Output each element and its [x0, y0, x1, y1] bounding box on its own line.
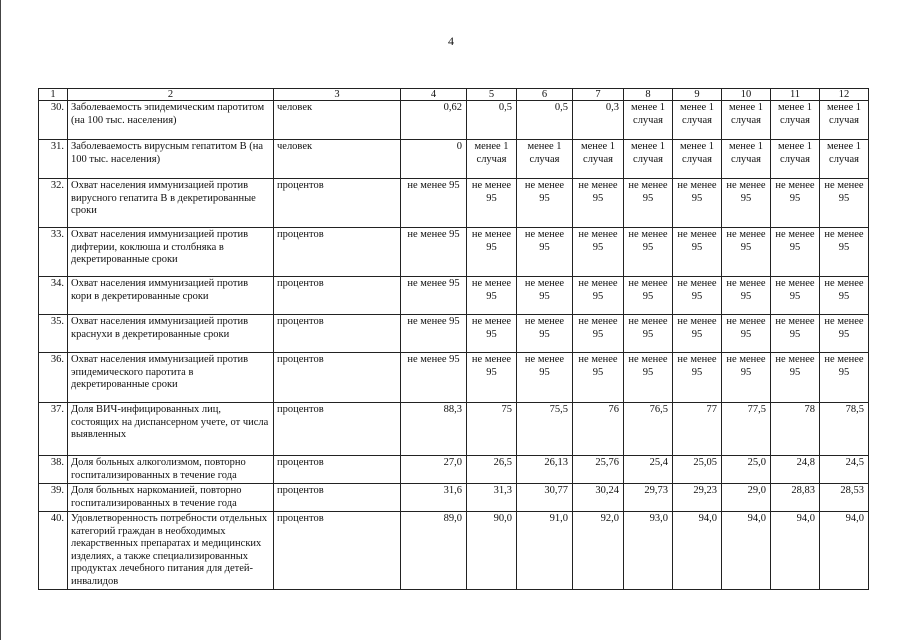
row-number: 33. — [39, 228, 68, 277]
indicator-value: 0,5 — [517, 101, 573, 140]
indicator-value: не менее 95 — [624, 315, 673, 353]
indicator-name: Доля больных наркоманией, повторно госпитализированных в течение года — [68, 484, 274, 512]
indicator-value: 76 — [573, 403, 624, 456]
indicator-value: 29,0 — [722, 484, 771, 512]
indicator-value: менее 1 случая — [820, 101, 869, 140]
indicator-value: не менее 95 — [673, 277, 722, 315]
indicator-value: 25,76 — [573, 456, 624, 484]
indicator-value: не менее 95 — [771, 228, 820, 277]
row-number: 31. — [39, 140, 68, 179]
indicator-name: Доля ВИЧ-инфицированных лиц, состоящих на диспансерном учете, от числа выявленных — [68, 403, 274, 456]
unit-of-measure: человек — [274, 140, 401, 179]
column-header: 10 — [722, 89, 771, 101]
indicator-value: 31,6 — [401, 484, 467, 512]
indicator-value: 76,5 — [624, 403, 673, 456]
table-row — [39, 228, 869, 277]
unit-of-measure: процентов — [274, 484, 401, 512]
row-number: 35. — [39, 315, 68, 353]
row-number: 36. — [39, 353, 68, 403]
indicator-value: не менее 95 — [624, 277, 673, 315]
page-number: 4 — [448, 34, 454, 48]
indicator-value: не менее 95 — [722, 228, 771, 277]
indicator-value: 88,3 — [401, 403, 467, 456]
indicator-value: 27,0 — [401, 456, 467, 484]
table-row — [39, 484, 869, 512]
column-header: 5 — [467, 89, 517, 101]
row-number: 40. — [39, 512, 68, 590]
indicators-table — [38, 88, 869, 590]
indicator-value: менее 1 случая — [722, 140, 771, 179]
indicator-value: менее 1 случая — [624, 140, 673, 179]
indicator-value: не менее 95 — [467, 353, 517, 403]
unit-of-measure: процентов — [274, 228, 401, 277]
column-header: 3 — [274, 89, 401, 101]
indicator-name: Охват населения иммунизацией против краснухи в декретированные сроки — [68, 315, 274, 353]
indicator-value: не менее 95 — [573, 228, 624, 277]
indicator-value: не менее 95 — [722, 315, 771, 353]
table-row — [39, 101, 869, 140]
indicator-value: не менее 95 — [722, 277, 771, 315]
indicator-value: не менее 95 — [517, 179, 573, 228]
indicator-value: 90,0 — [467, 512, 517, 590]
indicator-value: менее 1 случая — [771, 140, 820, 179]
indicator-value: 29,23 — [673, 484, 722, 512]
indicator-value: не менее 95 — [673, 353, 722, 403]
table-row — [39, 512, 869, 590]
indicator-value: менее 1 случая — [517, 140, 573, 179]
indicator-value: 28,83 — [771, 484, 820, 512]
indicator-value: 75,5 — [517, 403, 573, 456]
indicator-value: не менее 95 — [820, 277, 869, 315]
indicator-value: 94,0 — [771, 512, 820, 590]
indicator-name: Доля больных алкоголизмом, повторно госпитализированных в течение года — [68, 456, 274, 484]
indicator-value: менее 1 случая — [820, 140, 869, 179]
row-number: 39. — [39, 484, 68, 512]
indicator-value: не менее 95 — [467, 277, 517, 315]
indicator-value: 31,3 — [467, 484, 517, 512]
table-row — [39, 353, 869, 403]
indicator-value: 77,5 — [722, 403, 771, 456]
indicator-value: менее 1 случая — [573, 140, 624, 179]
indicator-value: 93,0 — [624, 512, 673, 590]
indicator-name: Заболеваемость вирусным гепатитом В (на 100 тыс. населения) — [68, 140, 274, 179]
column-number-row — [39, 89, 869, 101]
indicator-value: не менее 95 — [820, 353, 869, 403]
indicator-value: 25,4 — [624, 456, 673, 484]
unit-of-measure: процентов — [274, 179, 401, 228]
row-number: 30. — [39, 101, 68, 140]
indicator-value: 94,0 — [820, 512, 869, 590]
unit-of-measure: человек — [274, 101, 401, 140]
unit-of-measure: процентов — [274, 277, 401, 315]
indicator-value: менее 1 случая — [467, 140, 517, 179]
indicator-name: Охват населения иммунизацией против кори в декретированные сроки — [68, 277, 274, 315]
indicator-value: менее 1 случая — [722, 101, 771, 140]
indicator-value: 29,73 — [624, 484, 673, 512]
indicator-value: менее 1 случая — [673, 140, 722, 179]
indicator-value: не менее 95 — [722, 353, 771, 403]
indicator-name: Удовлетворенность потребности отдельных категорий граждан в необходимых лекарственных препаратах и медицинских изделиях, а также специализированных продуктах лечебного питания для детей-инвалидов — [68, 512, 274, 590]
indicator-name: Заболеваемость эпидемическим паротитом (на 100 тыс. населения) — [68, 101, 274, 140]
indicator-value: не менее 95 — [401, 353, 467, 403]
indicator-value: не менее 95 — [673, 315, 722, 353]
table-row — [39, 140, 869, 179]
indicator-value: 24,5 — [820, 456, 869, 484]
indicator-value: не менее 95 — [624, 353, 673, 403]
table-row — [39, 403, 869, 456]
indicator-value: 0,62 — [401, 101, 467, 140]
indicator-value: не менее 95 — [573, 315, 624, 353]
indicator-value: 25,05 — [673, 456, 722, 484]
indicator-value: не менее 95 — [467, 228, 517, 277]
indicator-value: 78 — [771, 403, 820, 456]
indicator-value: не менее 95 — [401, 315, 467, 353]
indicator-value: менее 1 случая — [771, 101, 820, 140]
indicator-value: не менее 95 — [573, 277, 624, 315]
row-number: 32. — [39, 179, 68, 228]
indicator-value: не менее 95 — [820, 179, 869, 228]
column-header: 4 — [401, 89, 467, 101]
column-header: 8 — [624, 89, 673, 101]
unit-of-measure: процентов — [274, 403, 401, 456]
indicator-value: не менее 95 — [517, 277, 573, 315]
indicator-value: не менее 95 — [673, 228, 722, 277]
unit-of-measure: процентов — [274, 315, 401, 353]
indicator-value: 77 — [673, 403, 722, 456]
indicator-value: 28,53 — [820, 484, 869, 512]
page-left-border — [0, 0, 1, 640]
column-header: 9 — [673, 89, 722, 101]
indicator-value: не менее 95 — [573, 353, 624, 403]
column-header: 7 — [573, 89, 624, 101]
indicator-value: 89,0 — [401, 512, 467, 590]
indicator-value: 26,13 — [517, 456, 573, 484]
unit-of-measure: процентов — [274, 512, 401, 590]
indicator-value: не менее 95 — [771, 315, 820, 353]
indicator-value: 26,5 — [467, 456, 517, 484]
unit-of-measure: процентов — [274, 456, 401, 484]
table-row — [39, 456, 869, 484]
column-header: 11 — [771, 89, 820, 101]
indicator-value: 94,0 — [673, 512, 722, 590]
indicator-value: 78,5 — [820, 403, 869, 456]
unit-of-measure: процентов — [274, 353, 401, 403]
indicator-name: Охват населения иммунизацией против эпидемического паротита в декретированные сроки — [68, 353, 274, 403]
indicator-value: не менее 95 — [517, 353, 573, 403]
table-row — [39, 315, 869, 353]
indicator-value: 0,5 — [467, 101, 517, 140]
indicator-value: не менее 95 — [624, 228, 673, 277]
indicator-value: не менее 95 — [722, 179, 771, 228]
indicator-value: не менее 95 — [401, 179, 467, 228]
indicator-value: 24,8 — [771, 456, 820, 484]
indicator-value: не менее 95 — [771, 353, 820, 403]
column-header: 6 — [517, 89, 573, 101]
indicator-value: 0,3 — [573, 101, 624, 140]
column-header: 2 — [68, 89, 274, 101]
indicator-value: не менее 95 — [401, 228, 467, 277]
indicator-value: не менее 95 — [771, 277, 820, 315]
indicator-value: 25,0 — [722, 456, 771, 484]
row-number: 38. — [39, 456, 68, 484]
column-header: 12 — [820, 89, 869, 101]
row-number: 34. — [39, 277, 68, 315]
indicator-value: 92,0 — [573, 512, 624, 590]
indicator-name: Охват населения иммунизацией против дифтерии, коклюша и столбняка в декретированные сроки — [68, 228, 274, 277]
indicator-value: не менее 95 — [401, 277, 467, 315]
indicator-value: 94,0 — [722, 512, 771, 590]
indicator-value: не менее 95 — [467, 179, 517, 228]
indicator-value: не менее 95 — [820, 315, 869, 353]
indicator-value: не менее 95 — [517, 315, 573, 353]
indicator-value: не менее 95 — [820, 228, 869, 277]
indicator-value: менее 1 случая — [673, 101, 722, 140]
indicator-value: 0 — [401, 140, 467, 179]
indicator-value: не менее 95 — [573, 179, 624, 228]
indicator-name: Охват населения иммунизацией против вирусного гепатита В в декретированные сроки — [68, 179, 274, 228]
indicator-value: не менее 95 — [467, 315, 517, 353]
indicator-value: не менее 95 — [771, 179, 820, 228]
row-number: 37. — [39, 403, 68, 456]
column-header: 1 — [39, 89, 68, 101]
table-row — [39, 179, 869, 228]
indicator-value: не менее 95 — [673, 179, 722, 228]
indicator-value: 30,24 — [573, 484, 624, 512]
indicator-value: не менее 95 — [517, 228, 573, 277]
indicator-value: не менее 95 — [624, 179, 673, 228]
table-row — [39, 277, 869, 315]
indicator-value: 30,77 — [517, 484, 573, 512]
indicator-value: 91,0 — [517, 512, 573, 590]
indicator-value: менее 1 случая — [624, 101, 673, 140]
indicator-value: 75 — [467, 403, 517, 456]
